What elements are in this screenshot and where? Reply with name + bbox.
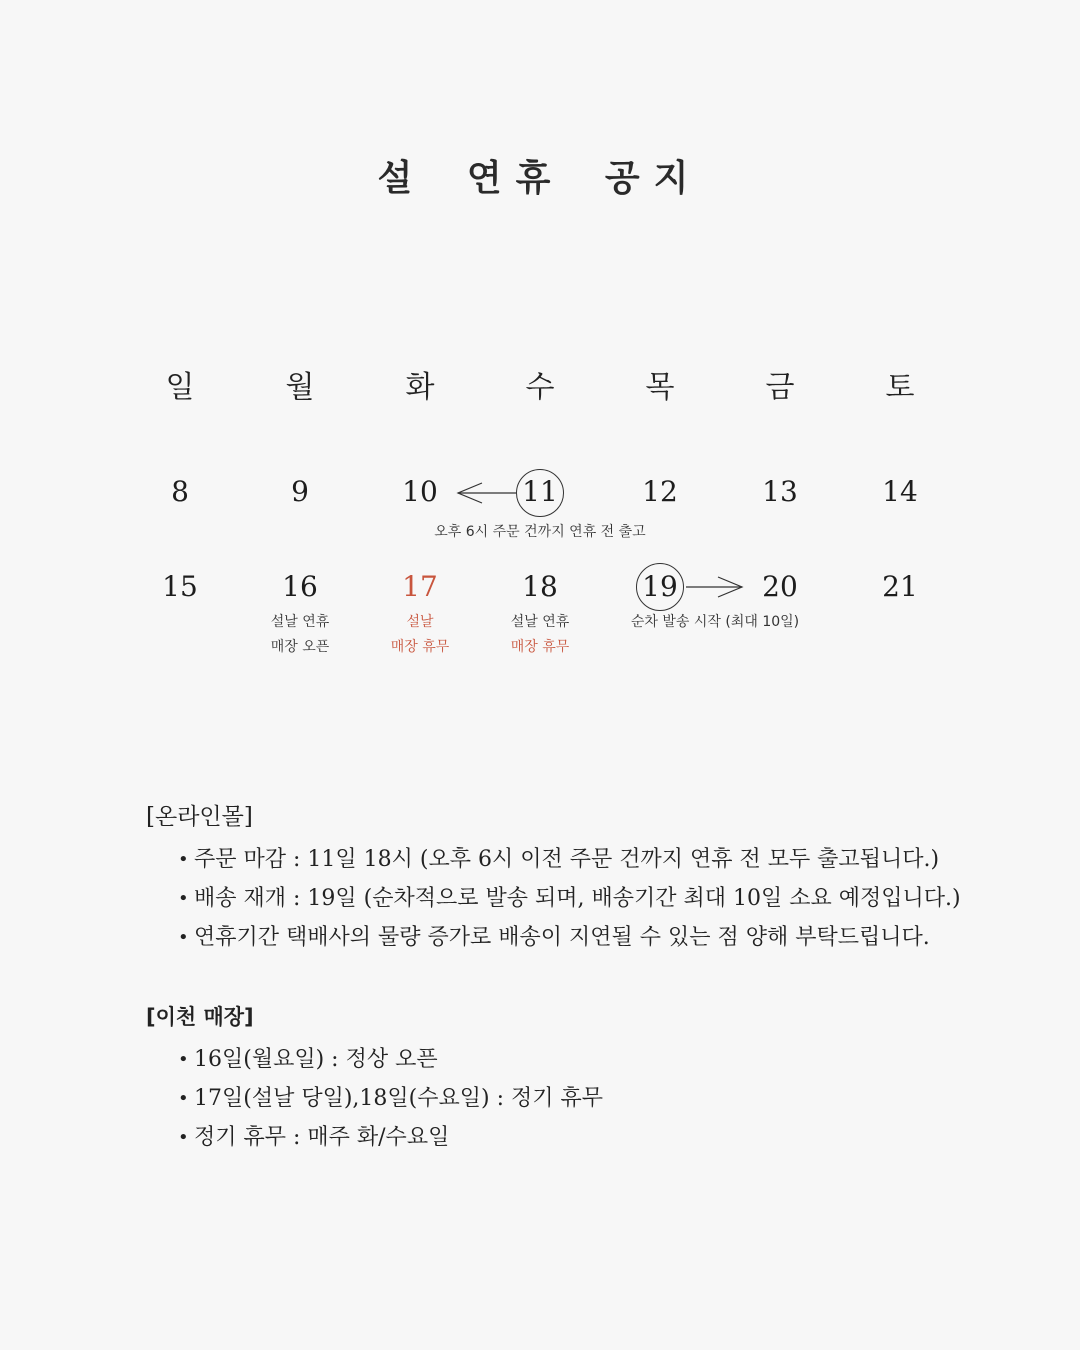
- day-20: 20: [762, 570, 798, 603]
- online-store-list: [178, 840, 961, 957]
- list-item: • 정기 휴무 : 매주 화/수요일: [178, 1118, 603, 1157]
- day-17-note-line1: 설날: [406, 614, 434, 630]
- day-21: 21: [882, 570, 918, 603]
- arrow-left-icon: [456, 481, 518, 505]
- weekday-tue: 화: [405, 370, 435, 405]
- online-store-heading: [온라인몰]: [146, 804, 253, 830]
- day-16-note-line1: 설날 연휴: [270, 614, 330, 630]
- weekday-sat: 토: [885, 370, 915, 405]
- week1-shipping-note: 오후 6시 주문 건까지 연휴 전 출고: [434, 524, 646, 540]
- day-10: 10: [402, 475, 438, 508]
- weekday-wed: 수: [525, 370, 555, 405]
- icheon-store-list: [178, 1040, 603, 1157]
- list-item: • 배송 재개 : 19일 (순차적으로 발송 되며, 배송기간 최대 10일 소요 예정입니다.): [178, 879, 961, 918]
- day-9: 9: [291, 475, 309, 508]
- day-16: 16: [282, 570, 318, 603]
- weekday-sun: 일: [165, 370, 195, 405]
- page-title: 설 연휴 공지: [377, 158, 703, 199]
- day-18: 18: [522, 570, 558, 603]
- day-14: 14: [882, 475, 918, 508]
- list-item: • 17일(설날 당일),18일(수요일) : 정기 휴무: [178, 1079, 603, 1118]
- list-item: • 주문 마감 : 11일 18시 (오후 6시 이전 주문 건까지 연휴 전 모두 출고됩니다.): [178, 840, 961, 879]
- day-19-note: 순차 발송 시작 (최대 10일): [630, 614, 800, 630]
- weekday-fri: 금: [765, 370, 795, 405]
- day-12: 12: [642, 475, 678, 508]
- icheon-store-heading: [이천 매장]: [146, 1005, 254, 1029]
- day-18-note-line1: 설날 연휴: [510, 614, 570, 630]
- list-item: • 16일(월요일) : 정상 오픈: [178, 1040, 603, 1079]
- day-17: 17: [402, 570, 438, 603]
- day-19: 19: [642, 570, 678, 603]
- day-16-note-line2: 매장 오픈: [270, 639, 330, 655]
- day-15: 15: [162, 570, 198, 603]
- day-13: 13: [762, 475, 798, 508]
- list-item: • 연휴기간 택배사의 물량 증가로 배송이 지연될 수 있는 점 양해 부탁드립니다.: [178, 918, 961, 957]
- day-17-note-line2: 매장 휴무: [390, 639, 450, 655]
- weekday-mon: 월: [285, 370, 315, 405]
- arrow-right-icon: [684, 575, 746, 599]
- icheon-store-section: [146, 1002, 603, 1157]
- day-18-note-line2: 매장 휴무: [510, 639, 570, 655]
- weekday-thu: 목: [645, 370, 675, 405]
- online-store-section: [146, 802, 961, 957]
- day-11: 11: [522, 475, 558, 508]
- day-8: 8: [171, 475, 189, 508]
